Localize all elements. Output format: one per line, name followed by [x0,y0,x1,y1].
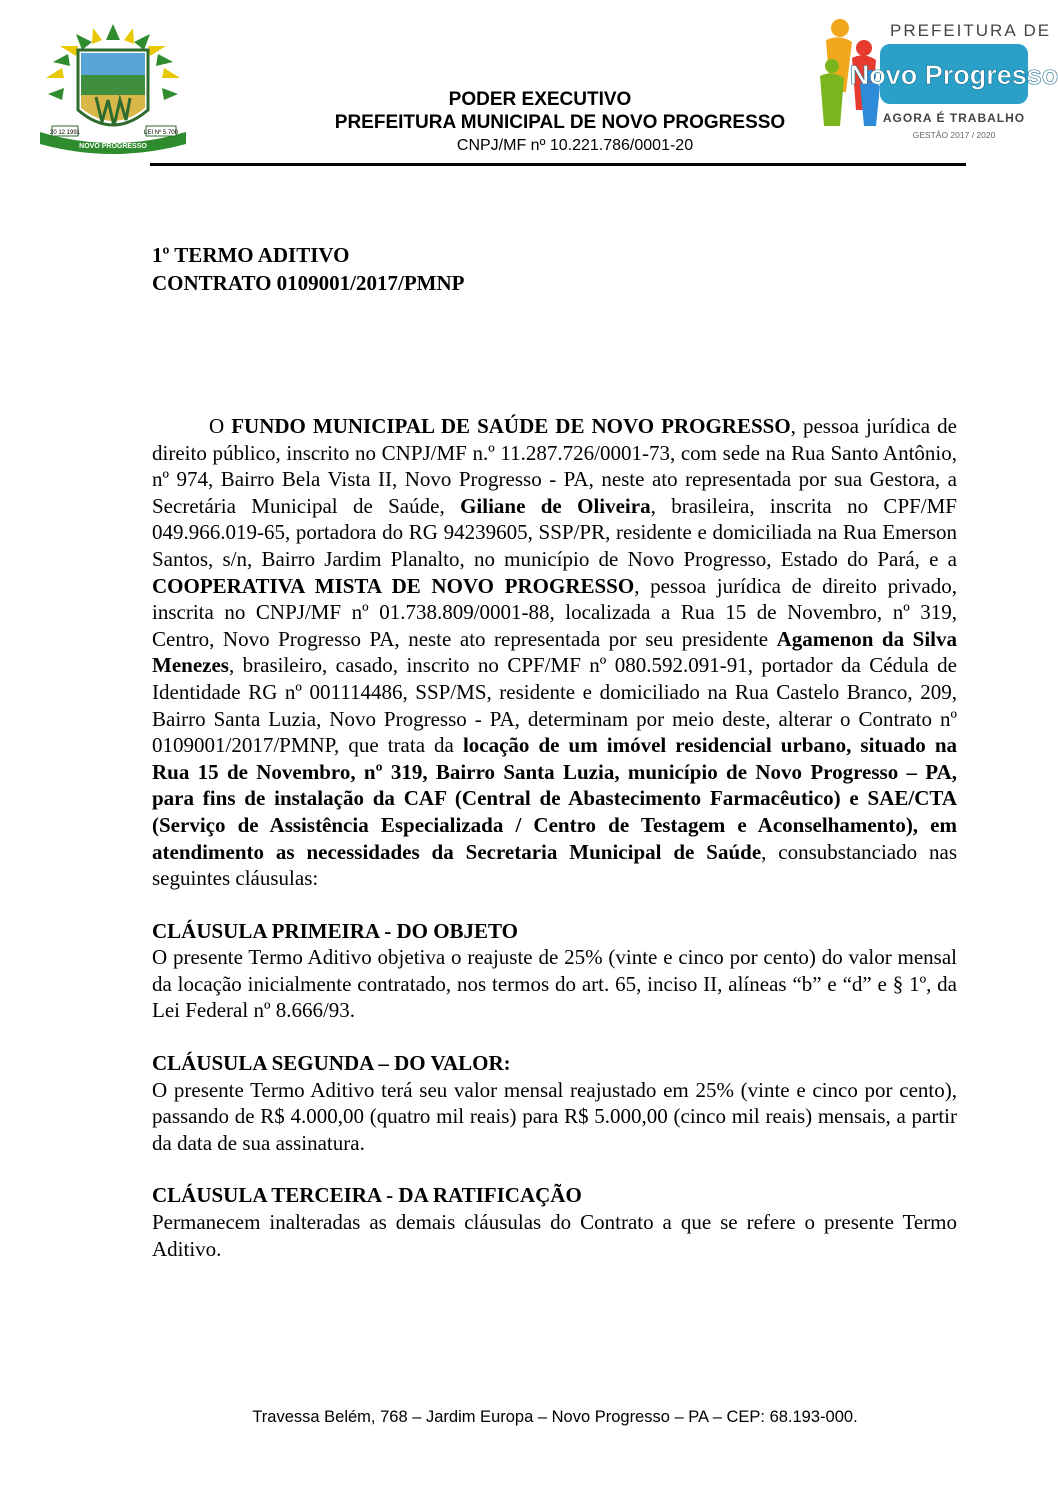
document-body [152,413,957,1262]
clause-title: CLÁUSULA PRIMEIRA - DO OBJETO [152,918,519,943]
intro-paragraph [152,413,957,892]
intro-text-3: , brasileira, inscrita no CPF/MF 049.966.019-65, portadora do RG 94239605, SSP/PR, residente e domiciliada na Rua Emerson Santos, s/n, Bairro Jardim Planalto, no município de Novo Progresso, Estado do Pará, e a [152,493,957,571]
title-line2: CONTRATO 0109001/2017/PMNP [152,271,465,295]
intro-bold-3: COOPERATIVA MISTA DE NOVO PROGRESSO [152,573,635,598]
intro-bold-4: Agamenon da Silva Menezes [152,626,957,678]
logo-term: GESTÃO 2017 / 2020 [912,130,996,140]
header-divider [150,163,966,166]
logo-top-text: PREFEITURA DE [890,21,1052,40]
intro-text-2: , pessoa jurídica de direito público, inscrito no CNPJ/MF n.º 11.287.726/0001-73, com sede na Rua Santo Antônio, nº 974, Bairro Bela Vista II, Novo Progresso - PA, neste ato representada por sua Gestora, a Secretária Municipal de Saúde, [152,414,957,518]
letterhead-line1: PODER EXECUTIVO [448,89,632,110]
logo-slogan: AGORA É TRABALHO [882,111,1026,125]
footer-address: Travessa Belém, 768 – Jardim Europa – Novo Progresso – PA – CEP: 68.193-000. [252,1408,858,1426]
clause-text: O presente Termo Aditivo objetiva o reajuste de 25% (vinte e cinco por cento) do valor mensal da locação inicialmente contratado, nos termos do art. 65, inciso II, alíneas “b” e “d” e § 1º, da Lei Federal nº 8.666/93. [152,945,957,1023]
letterhead-cnpj: CNPJ/MF nº 10.221.786/0001-20 [456,137,694,154]
intro-bold-2: Giliane de Oliveira [460,493,651,518]
intro-text-4: , pessoa jurídica de direito privado, inscrita no CNPJ/MF nº 01.738.809/0001-88, localizada a Rua 15 de Novembro, nº 319, Centro, Novo Progresso PA, neste ato representada por seu presidente [152,573,957,651]
logo-name: Novo Progresso [849,60,1058,90]
intro-bold-1: FUNDO MUNICIPAL DE SAÚDE DE NOVO PROGRESSO [231,414,791,438]
title-line1: 1º TERMO ADITIVO [152,243,350,267]
clause-title: CLÁUSULA SEGUNDA – DO VALOR: [152,1051,511,1076]
intro-text-1: O [209,414,232,438]
crest-date-label: 20 12 1991 [49,130,81,136]
municipal-crest [38,22,188,152]
clause-second [152,1050,957,1156]
clause-first [152,918,957,1024]
crest-law-label: LEI Nº 5.700 [144,130,178,136]
letterhead-line2: PREFEITURA MUNICIPAL DE NOVO PROGRESSO [334,112,786,133]
clause-text: O presente Termo Aditivo terá seu valor mensal reajustado em 25% (vinte e cinco por cento), passando de R$ 4.000,00 (quatro mil reais) para R$ 5.000,00 (cinco mil reais) mensais, a partir da data de sua assinatura. [152,1077,957,1155]
clause-title: CLÁUSULA TERCEIRA - DA RATIFICAÇÃO [152,1183,582,1208]
clause-text: Permanecem inalteradas as demais cláusulas do Contrato a que se refere o presente Termo Aditivo. [152,1210,957,1261]
intro-text-6: , consubstanciado nas seguintes cláusulas: [152,839,957,891]
intro-text-5: , brasileiro, casado, inscrito no CPF/MF nº 080.592.091-91, portador da Cédula de Identidade RG nº 001114486, SSP/MS, residente e domiciliado na Rua Castelo Branco, 209, Bairro Santa Luzia, Novo Progresso - PA, determinam por meio deste, alterar o Contrato nº 0109001/2017/PMNP, que trata da [152,653,957,758]
clause-third [152,1182,957,1262]
crest-banner-label: NOVO PROGRESSO [79,143,147,150]
document-title [152,241,852,297]
intro-bold-5: locação de um imóvel residencial urbano, situado na Rua 15 de Novembro, nº 319, Bairro Santa Luzia, município de Novo Progresso – PA, para fins de instalação da CAF (Central de Abastecimento Farmacêutico) e SAE/CTA (Serviço de Assistência Especializada / Centro de Testagem e Aconselhamento), em atendimento as necessidades da Secretaria Municipal de Saúde [152,733,958,864]
letterhead [260,88,860,156]
